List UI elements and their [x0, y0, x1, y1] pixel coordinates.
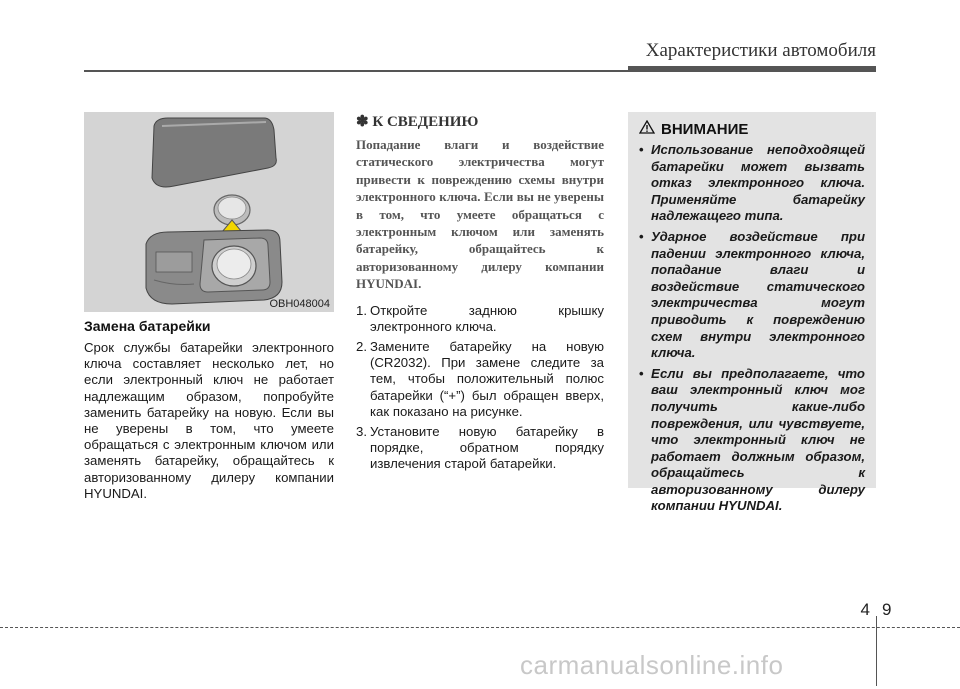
- warning-title-row: [639, 120, 865, 138]
- header-accent-bar: [628, 66, 876, 72]
- section-body: Срок службы батарейки электронного ключа составляет несколько лет, но если электронный ключ не работает надлежащим образом, попробуйте заменить батарейку на новую. Если вы не уверены в том, что умеете обращаться с электронным ключом или заменять батарейку, обращайтесь к авторизованному дилеру компании HYUNDAI.: [84, 340, 334, 501]
- warning-item: • Если вы предполагаете, что ваш электронный ключ мог получить какие-либо повреждения, или чувствуете, что электронный ключ не работает должным образом, обращайтесь к авторизованному дилеру компании HYUNDAI.: [639, 365, 865, 514]
- steps-list: [356, 303, 604, 473]
- battery-section: [84, 318, 334, 502]
- page-number-separator: [876, 616, 877, 686]
- warning-item: • Использование неподходящей батарейки может вызвать отказ электронного ключа. Применяйте батарейку надлежащего типа.: [639, 142, 865, 224]
- page-section-number: 4: [860, 600, 870, 619]
- watermark: carmanualsonline.info: [520, 650, 784, 680]
- page-header-title: Характеристики автомобиля: [645, 40, 876, 61]
- step-number: 3.: [356, 424, 367, 440]
- footer-rule: [0, 627, 960, 628]
- step-number: 1.: [356, 302, 367, 318]
- step-item: [356, 339, 604, 420]
- warning-item-text: Использование неподходящей батарейки может вызвать отказ электронного ключа. Применяйте батарейку надлежащего типа.: [651, 142, 865, 224]
- step-text: Замените батарейку на новую (CR2032). При замене следите за тем, чтобы положительный полюс батарейки (“+”) был обращен вверх, как показано на рисунке.: [370, 339, 604, 419]
- warning-list: [639, 142, 865, 515]
- warning-item-text: Ударное воздействие при падении электронного ключа, попадание влаги и воздействие статического электричества могут приводить к повреждению схем внутри электронного ключа.: [651, 228, 865, 361]
- warning-title: ВНИМАНИЕ: [661, 120, 749, 138]
- figure-code: OBH048004: [269, 298, 330, 310]
- warning-item-text: Если вы предполагаете, что ваш электронный ключ мог получить какие-либо повреждения, или чувствуете, что электронный ключ не работает должным образом, обращайтесь к авторизованному дилеру компании HYUNDAI.: [651, 365, 865, 514]
- step-item: [356, 424, 604, 473]
- page-number: 9: [882, 600, 892, 619]
- battery-replacement-illustration: [84, 112, 334, 312]
- note-body: Попадание влаги и воздействие статического электричества могут привести к повреждению схемы внутри электронного ключа. Если вы не уверены в том, что умеете обращаться с электронным ключом или заменять батарейку, обращайтесь к авторизованному дилеру компании HYUNDAI.: [356, 137, 604, 292]
- info-column: [356, 112, 604, 477]
- note-heading: ✽ К СВЕДЕНИЮ: [356, 114, 479, 130]
- step-text: Откройте заднюю крышку электронного ключа.: [370, 302, 604, 334]
- step-item: [356, 303, 604, 335]
- key-fob-drawing: [84, 112, 334, 312]
- warning-item: • Ударное воздействие при падении электронного ключа, попадание влаги и воздействие статического электричества могут приводить к повреждению схем внутри электронного ключа.: [639, 228, 865, 361]
- warning-box: [628, 112, 876, 514]
- step-text: Установите новую батарейку в порядке, обратном порядку извлечения старой батарейки.: [370, 424, 604, 472]
- section-heading: Замена батарейки: [84, 318, 211, 334]
- warning-triangle-icon: [639, 120, 655, 138]
- step-number: 2.: [356, 339, 367, 355]
